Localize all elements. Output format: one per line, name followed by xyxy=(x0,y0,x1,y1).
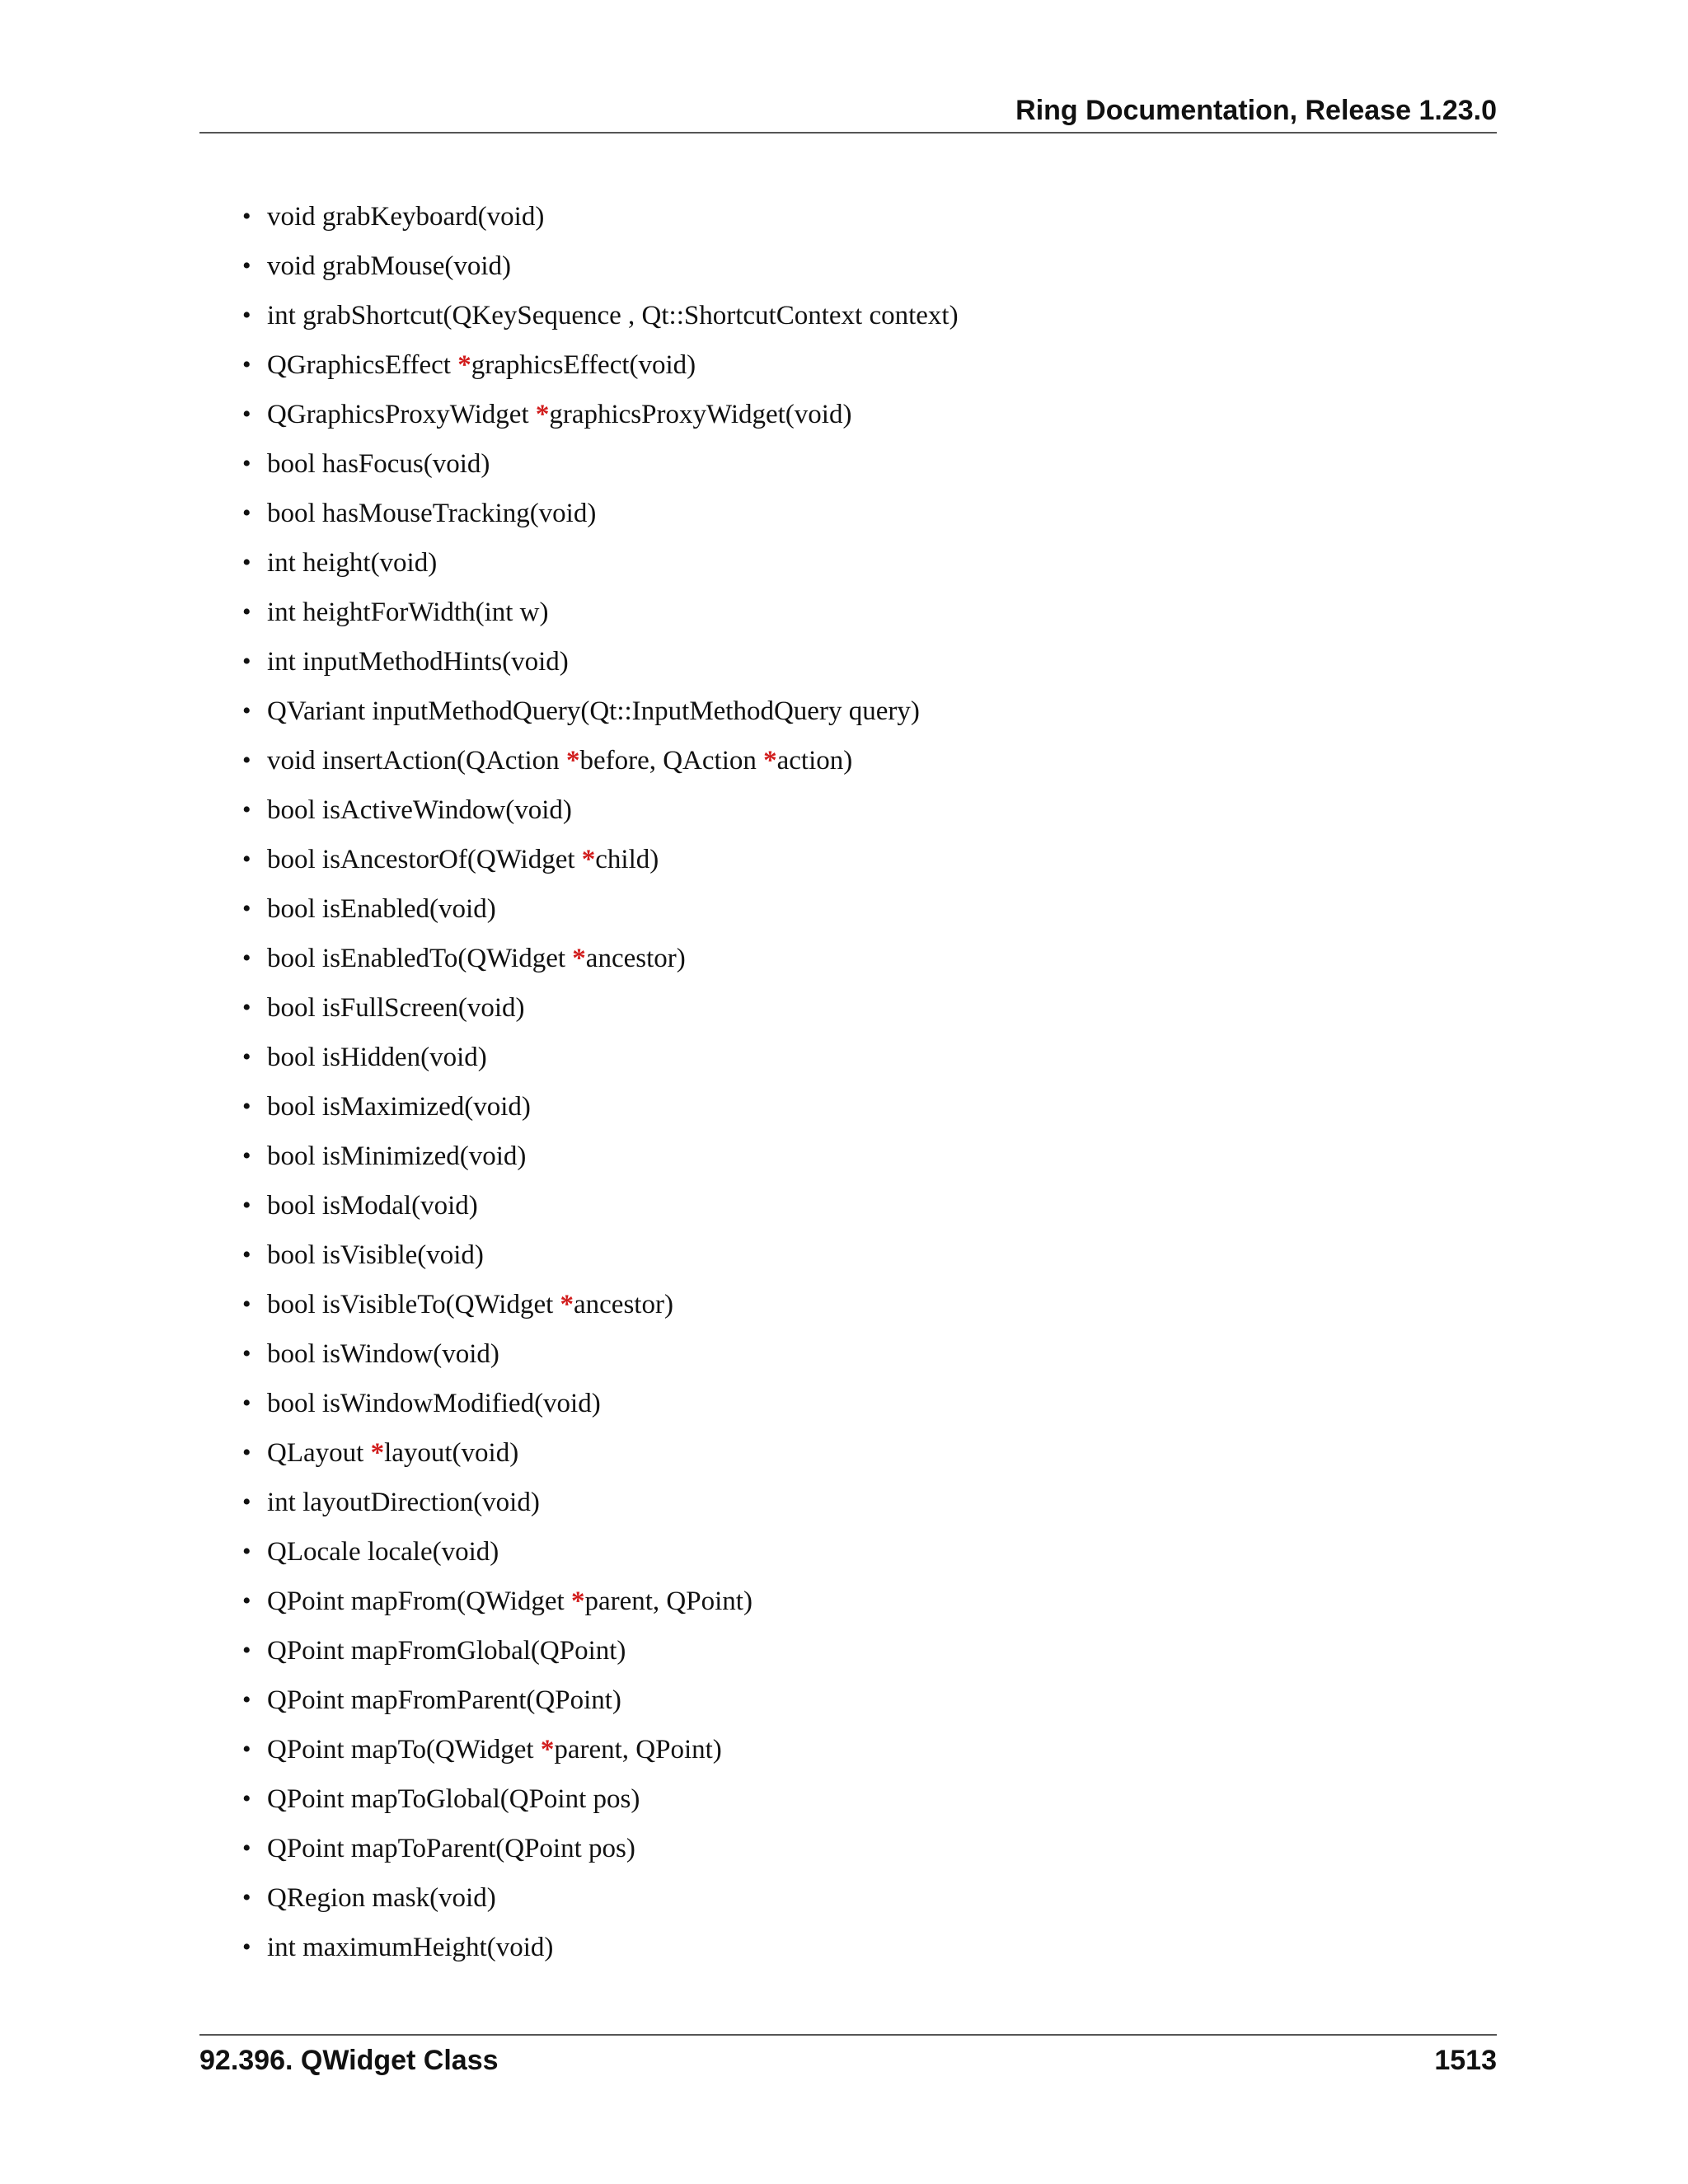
method-signature: bool isMaximized(void) xyxy=(267,1092,531,1122)
method-item xyxy=(239,1582,959,1632)
method-item xyxy=(239,1780,959,1830)
method-item xyxy=(239,198,959,247)
method-signature: bool isActiveWindow(void) xyxy=(267,795,572,825)
method-item xyxy=(239,593,959,643)
bullet-icon: • xyxy=(242,994,251,1021)
method-signature: QGraphicsEffect *graphicsEffect(void) xyxy=(267,350,696,380)
method-item xyxy=(239,1038,959,1088)
bullet-icon: • xyxy=(242,1142,251,1169)
method-item xyxy=(239,1335,959,1385)
bullet-icon: • xyxy=(242,846,251,873)
method-item xyxy=(239,544,959,593)
method-item xyxy=(239,1929,959,1978)
bullet-icon: • xyxy=(242,895,251,922)
method-item xyxy=(239,1483,959,1533)
method-list xyxy=(239,198,959,1978)
method-signature: bool isVisible(void) xyxy=(267,1240,484,1270)
method-signature: bool isModal(void) xyxy=(267,1191,478,1221)
bullet-icon: • xyxy=(242,1192,251,1219)
method-signature: QPoint mapFromParent(QPoint) xyxy=(267,1685,621,1715)
bullet-icon: • xyxy=(242,1736,251,1763)
page-footer xyxy=(199,2034,1497,2088)
method-signature: bool hasFocus(void) xyxy=(267,449,490,479)
method-signature: QPoint mapToParent(QPoint pos) xyxy=(267,1834,635,1863)
bullet-icon: • xyxy=(242,1093,251,1120)
method-item xyxy=(239,1434,959,1483)
method-signature: int height(void) xyxy=(267,548,438,578)
page-number: 1513 xyxy=(1434,2045,1497,2076)
section-title: 92.396. QWidget Class xyxy=(199,2045,499,2076)
method-item xyxy=(239,297,959,346)
bullet-icon: • xyxy=(242,1390,251,1417)
bullet-icon: • xyxy=(242,499,251,527)
method-signature: int maximumHeight(void) xyxy=(267,1933,554,1962)
method-signature: QLayout *layout(void) xyxy=(267,1438,519,1468)
method-item xyxy=(239,1830,959,1879)
bullet-icon: • xyxy=(242,1340,251,1367)
method-item xyxy=(239,1879,959,1929)
bullet-icon: • xyxy=(242,648,251,675)
method-item xyxy=(239,1236,959,1286)
bullet-icon: • xyxy=(242,1686,251,1713)
bullet-icon: • xyxy=(242,1587,251,1615)
document-title: Ring Documentation, Release 1.23.0 xyxy=(1015,95,1497,126)
method-item xyxy=(239,346,959,396)
method-signature: QRegion mask(void) xyxy=(267,1883,496,1913)
bullet-icon: • xyxy=(242,747,251,774)
method-item xyxy=(239,1187,959,1236)
method-signature: bool isEnabledTo(QWidget *ancestor) xyxy=(267,944,686,973)
method-item xyxy=(239,989,959,1038)
method-signature: QGraphicsProxyWidget *graphicsProxyWidget(void) xyxy=(267,400,852,429)
method-item xyxy=(239,692,959,742)
method-signature: bool hasMouseTracking(void) xyxy=(267,499,597,528)
method-item xyxy=(239,1286,959,1335)
method-signature: bool isHidden(void) xyxy=(267,1043,487,1072)
bullet-icon: • xyxy=(242,598,251,626)
bullet-icon: • xyxy=(242,1785,251,1812)
bullet-icon: • xyxy=(242,401,251,428)
method-signature: bool isFullScreen(void) xyxy=(267,993,525,1023)
method-signature: QVariant inputMethodQuery(Qt::InputMethodQuery query) xyxy=(267,696,920,726)
method-item xyxy=(239,742,959,791)
bullet-icon: • xyxy=(242,1884,251,1911)
bullet-icon: • xyxy=(242,1835,251,1862)
method-item xyxy=(239,1088,959,1137)
bullet-icon: • xyxy=(242,549,251,576)
bullet-icon: • xyxy=(242,1933,251,1961)
method-item xyxy=(239,494,959,544)
bullet-icon: • xyxy=(242,302,251,329)
method-signature: QLocale locale(void) xyxy=(267,1537,499,1567)
method-signature: void grabMouse(void) xyxy=(267,251,512,281)
method-signature: bool isWindow(void) xyxy=(267,1339,499,1369)
bullet-icon: • xyxy=(242,1637,251,1664)
method-signature: bool isWindowModified(void) xyxy=(267,1389,601,1418)
bullet-icon: • xyxy=(242,1291,251,1318)
method-item xyxy=(239,396,959,445)
method-item xyxy=(239,445,959,494)
method-item xyxy=(239,841,959,890)
method-signature: QPoint mapTo(QWidget *parent, QPoint) xyxy=(267,1735,722,1765)
bullet-icon: • xyxy=(242,944,251,972)
method-signature: void grabKeyboard(void) xyxy=(267,202,545,232)
method-signature: bool isMinimized(void) xyxy=(267,1141,527,1171)
method-signature: int layoutDirection(void) xyxy=(267,1488,540,1517)
bullet-icon: • xyxy=(242,252,251,279)
bullet-icon: • xyxy=(242,1043,251,1071)
method-signature: QPoint mapFromGlobal(QPoint) xyxy=(267,1636,626,1666)
method-item xyxy=(239,1533,959,1582)
page-header xyxy=(199,89,1497,134)
method-item xyxy=(239,1681,959,1731)
method-item xyxy=(239,247,959,297)
method-item xyxy=(239,1137,959,1187)
method-signature: bool isEnabled(void) xyxy=(267,894,496,924)
method-item xyxy=(239,1632,959,1681)
bullet-icon: • xyxy=(242,697,251,724)
bullet-icon: • xyxy=(242,1488,251,1516)
method-item xyxy=(239,890,959,940)
method-signature: bool isAncestorOf(QWidget *child) xyxy=(267,845,659,874)
method-item xyxy=(239,1385,959,1434)
method-signature: QPoint mapToGlobal(QPoint pos) xyxy=(267,1784,640,1814)
method-signature: bool isVisibleTo(QWidget *ancestor) xyxy=(267,1290,673,1319)
method-signature: int grabShortcut(QKeySequence , Qt::ShortcutContext context) xyxy=(267,301,959,330)
method-signature: int heightForWidth(int w) xyxy=(267,598,549,627)
method-item xyxy=(239,791,959,841)
method-item xyxy=(239,940,959,989)
bullet-icon: • xyxy=(242,1538,251,1565)
method-item xyxy=(239,643,959,692)
bullet-icon: • xyxy=(242,203,251,230)
bullet-icon: • xyxy=(242,1241,251,1268)
method-item xyxy=(239,1731,959,1780)
bullet-icon: • xyxy=(242,796,251,823)
bullet-icon: • xyxy=(242,450,251,477)
method-signature: int inputMethodHints(void) xyxy=(267,647,569,677)
bullet-icon: • xyxy=(242,1439,251,1466)
method-signature: QPoint mapFrom(QWidget *parent, QPoint) xyxy=(267,1586,753,1616)
method-signature: void insertAction(QAction *before, QAction *action) xyxy=(267,746,853,776)
bullet-icon: • xyxy=(242,351,251,378)
